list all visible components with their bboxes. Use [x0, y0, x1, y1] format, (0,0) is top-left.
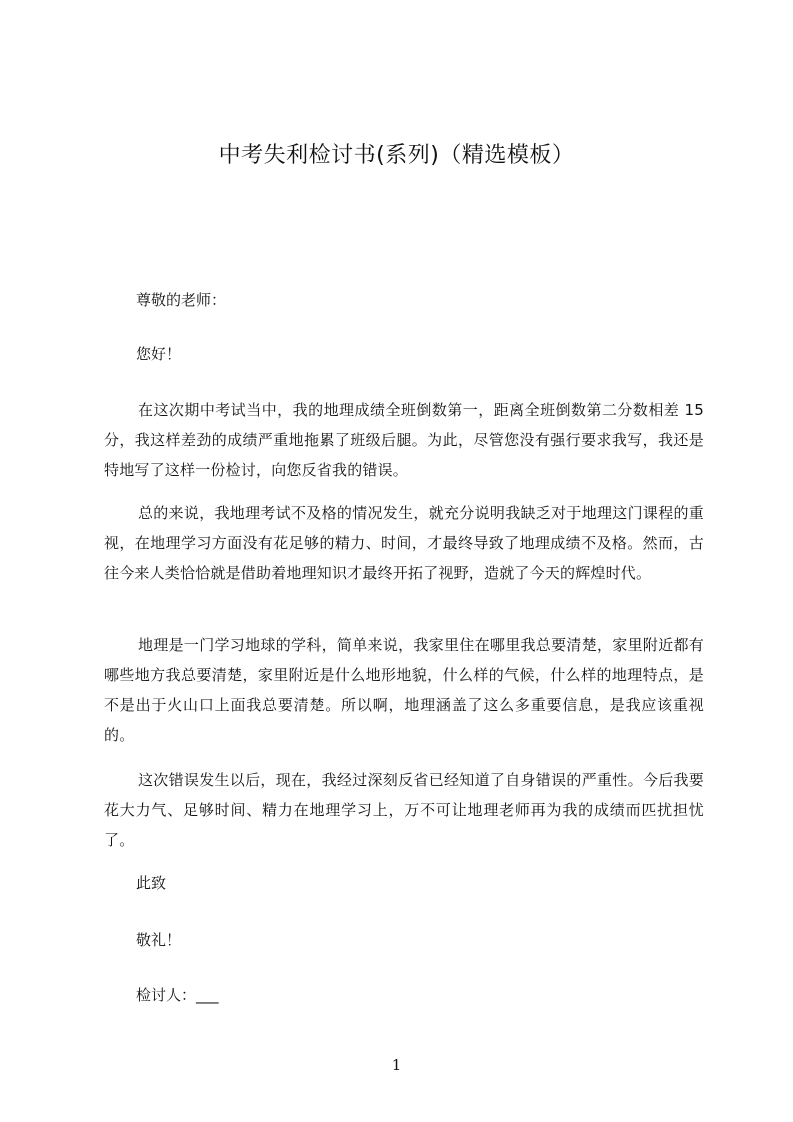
- paragraph-2: 总的来说，我地理考试不及格的情况发生，就充分说明我缺乏对于地理这门课程的重视，在地理学习方面没有花足够的精力、时间，才最终导致了地理成绩不及格。然而，古往今来人类恰恰就是借助着地理知识才最终开拓了视野，造就了今天的辉煌时代。: [104, 504, 704, 582]
- paragraph-3: 地理是一门学习地球的学科，简单来说，我家里住在哪里我总要清楚，家里附近都有哪些地方我总要清楚，家里附近是什么地形地貌，什么样的气候，什么样的地理特点，是不是出于火山口上面我总要清楚。所以啊，地理涵盖了这么多重要信息，是我应该重视的。: [104, 636, 704, 744]
- signature-line: 检讨人：___: [136, 986, 219, 1004]
- greeting: 您好！: [136, 345, 182, 363]
- salutation: 尊敬的老师：: [136, 291, 227, 309]
- document-title: 中考失利检讨书(系列)（精选模板）: [218, 143, 575, 168]
- paragraph-4: 这次错误发生以后，现在，我经过深刻反省已经知道了自身错误的严重性。今后我要花大力气、足够时间、精力在地理学习上，万不可让地理老师再为我的成绩而匹扰担忧了。: [104, 771, 704, 849]
- paragraph-1: 在这次期中考试当中，我的地理成绩全班倒数第一，距离全班倒数第二分数相差 15 分，我这样差劲的成绩严重地拖累了班级后腿。为此，尽管您没有强行要求我写，我还是特地写了这样一份检讨，向您反省我的错误。: [104, 401, 704, 479]
- closing-line-1: 此致: [136, 874, 167, 892]
- page-number: 1: [391, 1056, 402, 1074]
- closing-line-2: 敬礼！: [136, 931, 182, 949]
